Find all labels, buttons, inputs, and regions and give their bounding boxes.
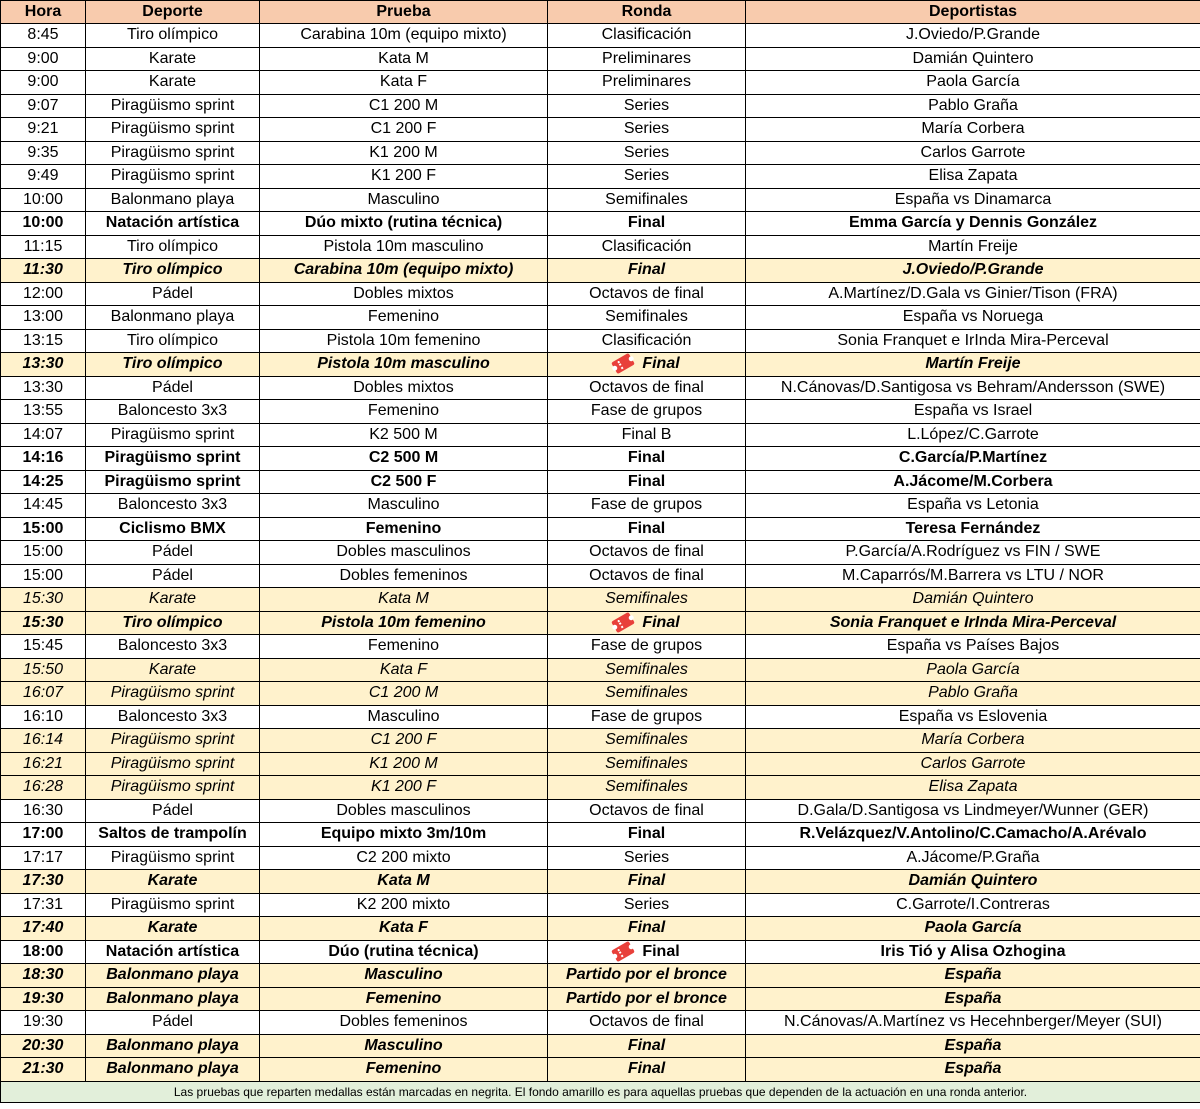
table-row (1, 188, 1200, 212)
cell-deporte: Piragüismo sprint (86, 893, 260, 917)
table-row (1, 729, 1200, 753)
table-row (1, 353, 1200, 377)
cell-deportistas: España vs Dinamarca (746, 188, 1200, 212)
table-row (1, 823, 1200, 847)
cell-deporte: Karate (86, 588, 260, 612)
cell-ronda: Semifinales (548, 682, 746, 706)
cell-deporte: Piragüismo sprint (86, 141, 260, 165)
cell-ronda: Series (548, 165, 746, 189)
cell-deportistas: España vs Eslovenia (746, 705, 1200, 729)
cell-hora: 16:30 (1, 799, 86, 823)
table-row (1, 893, 1200, 917)
cell-deportistas: Sonia Franquet e IrInda Mira-Perceval (746, 329, 1200, 353)
table-row (1, 799, 1200, 823)
cell-deportistas: D.Gala/D.Santigosa vs Lindmeyer/Wunner (GER) (746, 799, 1200, 823)
cell-ronda: Final (548, 1058, 746, 1082)
table-row (1, 470, 1200, 494)
cell-prueba: Femenino (260, 635, 548, 659)
cell-deportistas: J.Oviedo/P.Grande (746, 259, 1200, 283)
cell-ronda (548, 940, 746, 964)
cell-deportistas: España vs Noruega (746, 306, 1200, 330)
cell-deportistas: M.Caparrós/M.Barrera vs LTU / NOR (746, 564, 1200, 588)
table-row (1, 1011, 1200, 1035)
cell-hora: 15:30 (1, 588, 86, 612)
cell-ronda: Octavos de final (548, 541, 746, 565)
cell-hora: 18:30 (1, 964, 86, 988)
cell-prueba: Dobles femeninos (260, 564, 548, 588)
table-row (1, 541, 1200, 565)
cell-deportistas: María Corbera (746, 729, 1200, 753)
table-row (1, 423, 1200, 447)
cell-ronda: Partido por el bronce (548, 964, 746, 988)
table-row (1, 94, 1200, 118)
table-row (1, 1058, 1200, 1082)
table-row (1, 917, 1200, 941)
cell-deporte: Natación artística (86, 940, 260, 964)
table-row (1, 165, 1200, 189)
cell-hora: 10:00 (1, 212, 86, 236)
cell-deporte: Baloncesto 3x3 (86, 400, 260, 424)
cell-deporte: Tiro olímpico (86, 259, 260, 283)
table-row (1, 776, 1200, 800)
cell-ronda: Clasificación (548, 329, 746, 353)
cell-deportistas: Damián Quintero (746, 47, 1200, 71)
cell-prueba: K2 200 mixto (260, 893, 548, 917)
cell-ronda: Series (548, 118, 746, 142)
cell-deportistas: Sonia Franquet e IrInda Mira-Perceval (746, 611, 1200, 635)
cell-ronda: Final B (548, 423, 746, 447)
cell-hora: 15:45 (1, 635, 86, 659)
cell-ronda: Fase de grupos (548, 705, 746, 729)
table-row (1, 259, 1200, 283)
cell-hora: 16:28 (1, 776, 86, 800)
cell-deportistas: C.García/P.Martínez (746, 447, 1200, 471)
table-row (1, 870, 1200, 894)
cell-deportistas: Paola García (746, 658, 1200, 682)
cell-prueba: C2 500 M (260, 447, 548, 471)
cell-deportistas: Iris Tió y Alisa Ozhogina (746, 940, 1200, 964)
cell-deporte: Natación artística (86, 212, 260, 236)
cell-ronda: Octavos de final (548, 799, 746, 823)
cell-deporte: Saltos de trampolín (86, 823, 260, 847)
cell-deporte: Balonmano playa (86, 1034, 260, 1058)
table-row (1, 212, 1200, 236)
cell-hora: 15:00 (1, 517, 86, 541)
cell-deportistas: Pablo Graña (746, 94, 1200, 118)
cell-ronda (548, 611, 746, 635)
cell-deportistas: Carlos Garrote (746, 141, 1200, 165)
cell-deporte: Tiro olímpico (86, 329, 260, 353)
cell-hora: 17:40 (1, 917, 86, 941)
cell-ronda: Final (548, 917, 746, 941)
cell-hora: 13:55 (1, 400, 86, 424)
cell-deportistas: Emma García y Dennis González (746, 212, 1200, 236)
cell-deporte: Pádel (86, 541, 260, 565)
cell-ronda: Final (548, 870, 746, 894)
cell-deporte: Piragüismo sprint (86, 729, 260, 753)
cell-hora: 18:00 (1, 940, 86, 964)
cell-ronda: Octavos de final (548, 376, 746, 400)
cell-prueba: Dúo (rutina técnica) (260, 940, 548, 964)
table-row (1, 306, 1200, 330)
cell-deporte: Karate (86, 47, 260, 71)
cell-deportistas: Damián Quintero (746, 588, 1200, 612)
cell-ronda: Octavos de final (548, 564, 746, 588)
cell-ronda: Semifinales (548, 658, 746, 682)
cell-hora: 15:30 (1, 611, 86, 635)
cell-hora: 16:14 (1, 729, 86, 753)
cell-ronda: Series (548, 893, 746, 917)
table-row (1, 47, 1200, 71)
table-row (1, 329, 1200, 353)
cell-prueba: Equipo mixto 3m/10m (260, 823, 548, 847)
cell-ronda: Final (548, 517, 746, 541)
cell-ronda (548, 353, 746, 377)
cell-prueba: Dobles mixtos (260, 376, 548, 400)
cell-ronda: Semifinales (548, 729, 746, 753)
cell-deportistas: A.Jácome/M.Corbera (746, 470, 1200, 494)
cell-deportistas: A.Jácome/P.Graña (746, 846, 1200, 870)
cell-deportistas: España (746, 1034, 1200, 1058)
table-row (1, 846, 1200, 870)
cell-deportistas: Elisa Zapata (746, 776, 1200, 800)
table-row (1, 964, 1200, 988)
cell-prueba: K1 200 M (260, 752, 548, 776)
cell-deporte: Piragüismo sprint (86, 682, 260, 706)
cell-prueba: K1 200 F (260, 165, 548, 189)
cell-prueba: Dobles mixtos (260, 282, 548, 306)
cell-ronda: Preliminares (548, 71, 746, 95)
cell-ronda: Fase de grupos (548, 400, 746, 424)
cell-prueba: Pistola 10m masculino (260, 353, 548, 377)
cell-deporte: Baloncesto 3x3 (86, 635, 260, 659)
cell-hora: 13:30 (1, 376, 86, 400)
cell-ronda: Fase de grupos (548, 494, 746, 518)
cell-ronda: Series (548, 141, 746, 165)
cell-ronda: Octavos de final (548, 1011, 746, 1035)
cell-prueba: Kata M (260, 588, 548, 612)
table-row (1, 400, 1200, 424)
cell-deporte: Karate (86, 71, 260, 95)
cell-prueba: K2 500 M (260, 423, 548, 447)
cell-hora: 21:30 (1, 1058, 86, 1082)
cell-prueba: C2 200 mixto (260, 846, 548, 870)
cell-ronda: Partido por el bronce (548, 987, 746, 1011)
table-row (1, 118, 1200, 142)
cell-prueba: Pistola 10m masculino (260, 235, 548, 259)
ronda-label: Final (642, 613, 680, 631)
table-row (1, 376, 1200, 400)
cell-prueba: K1 200 F (260, 776, 548, 800)
cell-ronda: Final (548, 823, 746, 847)
cell-deportistas: N.Cánovas/A.Martínez vs Hecehnberger/Meyer (SUI) (746, 1011, 1200, 1035)
cell-hora: 16:10 (1, 705, 86, 729)
ticket-icon (611, 941, 635, 962)
table-row (1, 447, 1200, 471)
cell-deportistas: Damián Quintero (746, 870, 1200, 894)
cell-hora: 13:30 (1, 353, 86, 377)
cell-deporte: Baloncesto 3x3 (86, 705, 260, 729)
cell-prueba: Femenino (260, 306, 548, 330)
cell-deportistas: Pablo Graña (746, 682, 1200, 706)
cell-deporte: Tiro olímpico (86, 353, 260, 377)
cell-deportistas: España vs Israel (746, 400, 1200, 424)
cell-hora: 13:15 (1, 329, 86, 353)
cell-ronda: Fase de grupos (548, 635, 746, 659)
cell-hora: 17:00 (1, 823, 86, 847)
cell-hora: 8:45 (1, 24, 86, 48)
ronda-label: Final (642, 355, 680, 373)
table-header (1, 1, 1200, 24)
cell-deportistas: España vs Países Bajos (746, 635, 1200, 659)
cell-hora: 17:17 (1, 846, 86, 870)
cell-deporte: Pádel (86, 1011, 260, 1035)
cell-ronda: Final (548, 447, 746, 471)
table-row (1, 705, 1200, 729)
table-row (1, 564, 1200, 588)
cell-prueba: Femenino (260, 1058, 548, 1082)
cell-prueba: Carabina 10m (equipo mixto) (260, 24, 548, 48)
cell-deporte: Piragüismo sprint (86, 846, 260, 870)
cell-deportistas: A.Martínez/D.Gala vs Ginier/Tison (FRA) (746, 282, 1200, 306)
table-row (1, 235, 1200, 259)
cell-deportistas: España (746, 987, 1200, 1011)
cell-hora: 14:25 (1, 470, 86, 494)
cell-prueba: Femenino (260, 517, 548, 541)
cell-deportistas: Martín Freije (746, 235, 1200, 259)
cell-hora: 9:00 (1, 47, 86, 71)
cell-deportistas: Teresa Fernández (746, 517, 1200, 541)
cell-hora: 11:30 (1, 259, 86, 283)
cell-hora: 16:21 (1, 752, 86, 776)
ticket-icon (611, 353, 635, 374)
footnote: Las pruebas que reparten medallas están marcadas en negrita. El fondo amarillo es para aquellas pruebas que dependen de la actuación en una ronda anterior. (1, 1081, 1200, 1102)
cell-deportistas: España (746, 1058, 1200, 1082)
cell-hora: 12:00 (1, 282, 86, 306)
cell-deportistas: P.García/A.Rodríguez vs FIN / SWE (746, 541, 1200, 565)
cell-deportistas: España (746, 964, 1200, 988)
cell-deporte: Pádel (86, 282, 260, 306)
table-row (1, 24, 1200, 48)
cell-ronda: Semifinales (548, 188, 746, 212)
cell-ronda: Semifinales (548, 588, 746, 612)
cell-deportistas: Carlos Garrote (746, 752, 1200, 776)
cell-hora: 15:00 (1, 541, 86, 565)
cell-deporte: Piragüismo sprint (86, 447, 260, 471)
header-deporte: Deporte (86, 1, 260, 24)
cell-prueba: Femenino (260, 400, 548, 424)
cell-hora: 14:07 (1, 423, 86, 447)
table-row (1, 940, 1200, 964)
cell-deporte: Tiro olímpico (86, 24, 260, 48)
table-footer (1, 1081, 1200, 1102)
cell-prueba: Dobles masculinos (260, 541, 548, 565)
cell-prueba: Kata F (260, 71, 548, 95)
cell-deporte: Karate (86, 917, 260, 941)
cell-ronda: Octavos de final (548, 282, 746, 306)
cell-deportistas: L.López/C.Garrote (746, 423, 1200, 447)
cell-prueba: C2 500 F (260, 470, 548, 494)
cell-hora: 9:07 (1, 94, 86, 118)
cell-deportistas: Martín Freije (746, 353, 1200, 377)
cell-prueba: Masculino (260, 494, 548, 518)
cell-ronda: Preliminares (548, 47, 746, 71)
cell-ronda: Clasificación (548, 24, 746, 48)
table-row (1, 588, 1200, 612)
cell-deporte: Balonmano playa (86, 987, 260, 1011)
cell-deporte: Piragüismo sprint (86, 118, 260, 142)
table-row (1, 1034, 1200, 1058)
cell-deporte: Balonmano playa (86, 964, 260, 988)
cell-deporte: Tiro olímpico (86, 235, 260, 259)
cell-ronda: Final (548, 259, 746, 283)
cell-ronda: Series (548, 94, 746, 118)
cell-hora: 16:07 (1, 682, 86, 706)
cell-deporte: Pádel (86, 564, 260, 588)
table-row (1, 494, 1200, 518)
cell-deporte: Balonmano playa (86, 1058, 260, 1082)
cell-prueba: Dobles masculinos (260, 799, 548, 823)
cell-prueba: C1 200 M (260, 94, 548, 118)
cell-deporte: Balonmano playa (86, 188, 260, 212)
cell-deportistas: María Corbera (746, 118, 1200, 142)
cell-deporte: Piragüismo sprint (86, 752, 260, 776)
cell-prueba: K1 200 M (260, 141, 548, 165)
cell-hora: 9:35 (1, 141, 86, 165)
cell-prueba: C1 200 F (260, 118, 548, 142)
header-hora: Hora (1, 1, 86, 24)
cell-ronda: Final (548, 1034, 746, 1058)
cell-prueba: Femenino (260, 987, 548, 1011)
cell-hora: 20:30 (1, 1034, 86, 1058)
table-row (1, 752, 1200, 776)
table-row (1, 71, 1200, 95)
header-row (1, 1, 1200, 24)
cell-deporte: Piragüismo sprint (86, 423, 260, 447)
cell-hora: 9:49 (1, 165, 86, 189)
cell-hora: 15:00 (1, 564, 86, 588)
cell-ronda: Semifinales (548, 306, 746, 330)
cell-prueba: Masculino (260, 188, 548, 212)
cell-deporte: Baloncesto 3x3 (86, 494, 260, 518)
table-row (1, 987, 1200, 1011)
cell-deporte: Tiro olímpico (86, 611, 260, 635)
cell-deportistas: Elisa Zapata (746, 165, 1200, 189)
table-row (1, 611, 1200, 635)
cell-prueba: Masculino (260, 705, 548, 729)
cell-deporte: Karate (86, 658, 260, 682)
cell-deportistas: C.Garrote/I.Contreras (746, 893, 1200, 917)
cell-hora: 17:31 (1, 893, 86, 917)
table-row (1, 658, 1200, 682)
cell-deportistas: J.Oviedo/P.Grande (746, 24, 1200, 48)
cell-prueba: Kata M (260, 47, 548, 71)
cell-prueba: Pistola 10m femenino (260, 611, 548, 635)
table-row (1, 635, 1200, 659)
cell-hora: 14:16 (1, 447, 86, 471)
cell-hora: 10:00 (1, 188, 86, 212)
cell-prueba: C1 200 F (260, 729, 548, 753)
cell-hora: 13:00 (1, 306, 86, 330)
cell-prueba: C1 200 M (260, 682, 548, 706)
cell-prueba: Dobles femeninos (260, 1011, 548, 1035)
table-body (1, 24, 1200, 1082)
cell-deporte: Piragüismo sprint (86, 470, 260, 494)
cell-ronda: Final (548, 212, 746, 236)
cell-deportistas: Paola García (746, 917, 1200, 941)
table-row (1, 141, 1200, 165)
cell-hora: 17:30 (1, 870, 86, 894)
footnote-row (1, 1081, 1200, 1102)
cell-deporte: Karate (86, 870, 260, 894)
cell-prueba: Kata M (260, 870, 548, 894)
cell-hora: 15:50 (1, 658, 86, 682)
header-prueba: Prueba (260, 1, 548, 24)
cell-prueba: Masculino (260, 1034, 548, 1058)
cell-deporte: Balonmano playa (86, 306, 260, 330)
cell-deportistas: N.Cánovas/D.Santigosa vs Behram/Andersson (SWE) (746, 376, 1200, 400)
cell-prueba: Masculino (260, 964, 548, 988)
cell-ronda: Semifinales (548, 752, 746, 776)
cell-ronda: Series (548, 846, 746, 870)
cell-hora: 9:00 (1, 71, 86, 95)
cell-hora: 19:30 (1, 987, 86, 1011)
cell-prueba: Kata F (260, 658, 548, 682)
cell-hora: 14:45 (1, 494, 86, 518)
cell-ronda: Clasificación (548, 235, 746, 259)
cell-deporte: Piragüismo sprint (86, 94, 260, 118)
header-deportistas: Deportistas (746, 1, 1200, 24)
ticket-icon (611, 612, 635, 633)
cell-hora: 9:21 (1, 118, 86, 142)
cell-hora: 19:30 (1, 1011, 86, 1035)
cell-deporte: Pádel (86, 799, 260, 823)
cell-deporte: Pádel (86, 376, 260, 400)
table-row (1, 517, 1200, 541)
cell-prueba: Dúo mixto (rutina técnica) (260, 212, 548, 236)
header-ronda: Ronda (548, 1, 746, 24)
cell-hora: 11:15 (1, 235, 86, 259)
cell-prueba: Carabina 10m (equipo mixto) (260, 259, 548, 283)
ronda-label: Final (642, 942, 680, 960)
cell-ronda: Semifinales (548, 776, 746, 800)
cell-deporte: Piragüismo sprint (86, 165, 260, 189)
cell-prueba: Pistola 10m femenino (260, 329, 548, 353)
cell-deportistas: R.Velázquez/V.Antolino/C.Camacho/A.Arévalo (746, 823, 1200, 847)
cell-deporte: Piragüismo sprint (86, 776, 260, 800)
cell-prueba: Kata F (260, 917, 548, 941)
cell-deportistas: Paola García (746, 71, 1200, 95)
cell-deporte: Ciclismo BMX (86, 517, 260, 541)
cell-ronda: Final (548, 470, 746, 494)
table-row (1, 682, 1200, 706)
table-row (1, 282, 1200, 306)
cell-deportistas: España vs Letonia (746, 494, 1200, 518)
